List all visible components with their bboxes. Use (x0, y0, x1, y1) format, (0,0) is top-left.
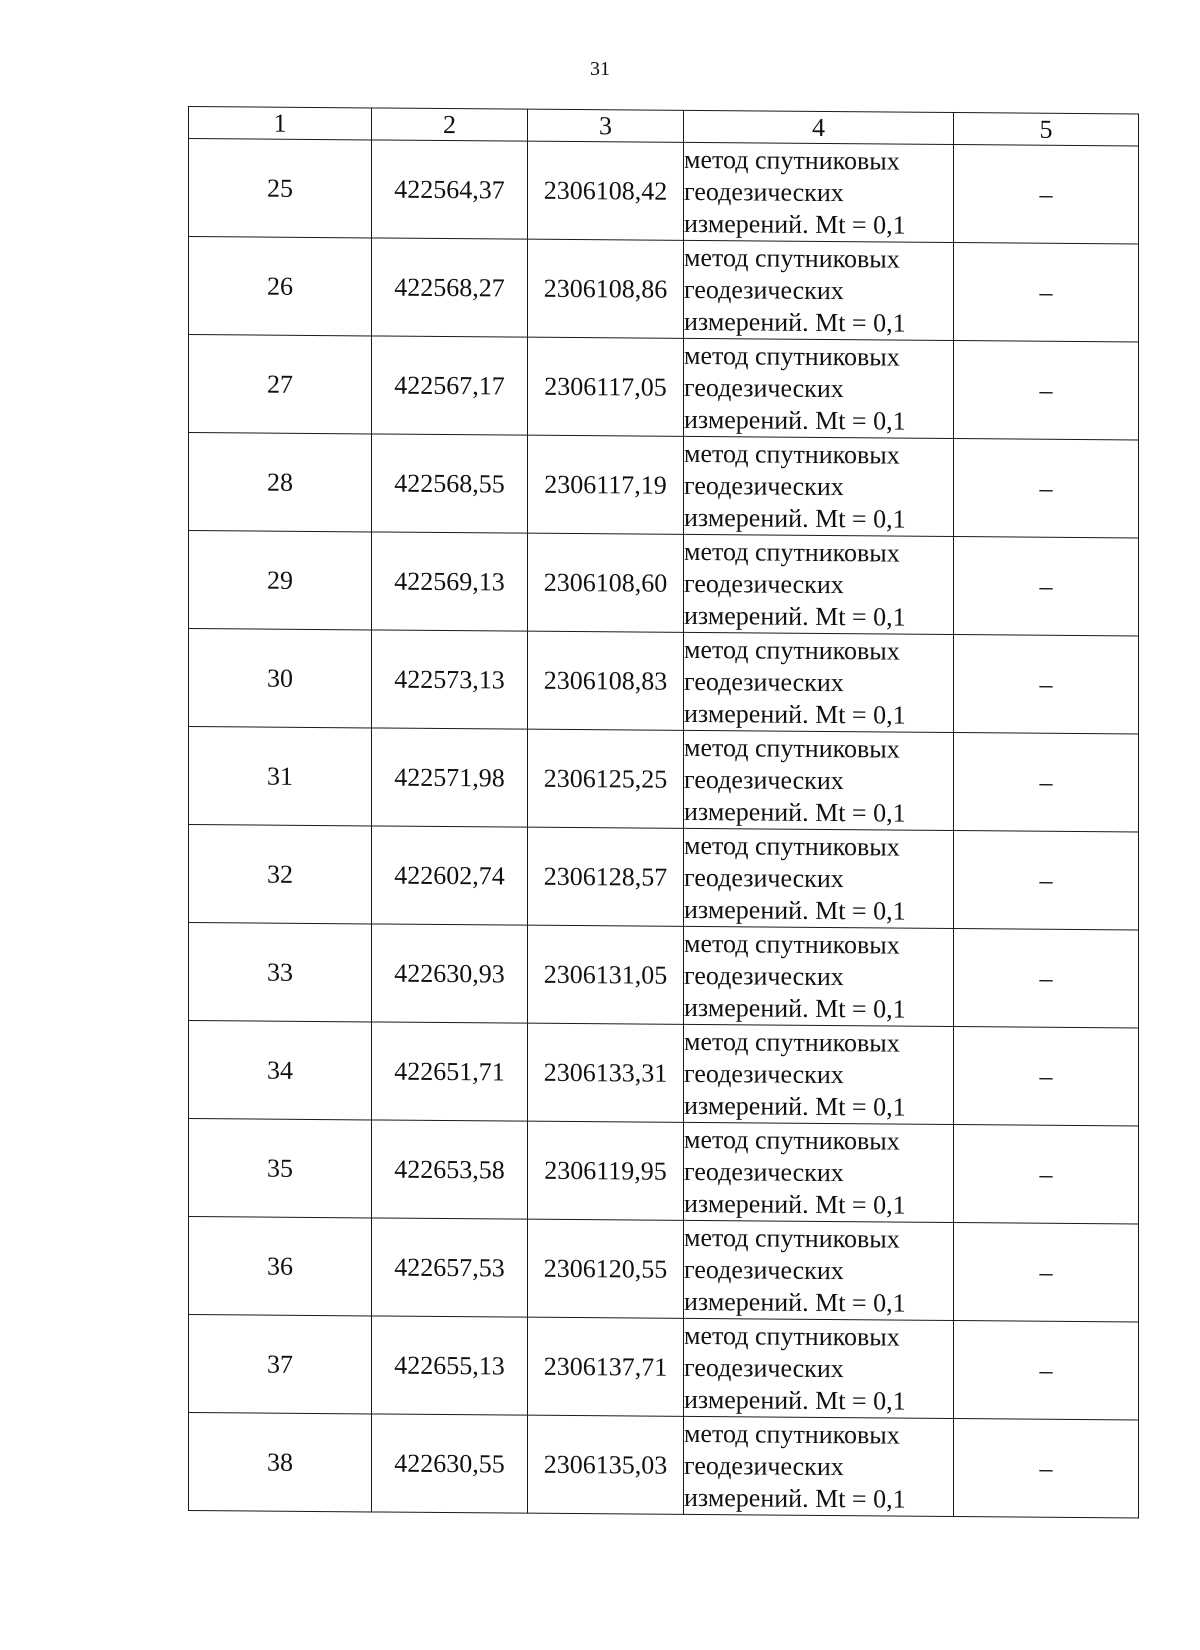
y-coordinate-cell: 2306119,95 (528, 1121, 684, 1220)
method-text-line: метод спутниковых (684, 536, 900, 568)
method-text-line: измерений. Mt = 0,1 (684, 600, 906, 632)
y-coordinate-cell: 2306131,05 (528, 925, 684, 1024)
method-text-line: измерений. Mt = 0,1 (684, 306, 906, 338)
method-cell (684, 1024, 954, 1124)
method-text-line: метод спутниковых (684, 1124, 900, 1156)
method-cell (684, 142, 954, 242)
method-text-line: измерений. Mt = 0,1 (684, 1090, 906, 1122)
point-number-cell: 33 (189, 923, 372, 1022)
method-cell (684, 1318, 954, 1418)
x-coordinate-cell: 422573,13 (372, 630, 528, 729)
note-cell: – (954, 1321, 1139, 1420)
note-cell: – (954, 537, 1139, 636)
point-number-cell: 27 (189, 335, 372, 434)
method-text-line: геодезических (684, 1450, 844, 1481)
x-coordinate-cell: 422564,37 (372, 140, 528, 239)
column-header: 2 (372, 108, 528, 141)
method-text-line: геодезических (684, 764, 844, 795)
note-cell: – (954, 145, 1139, 244)
method-text-line: геодезических (684, 666, 844, 697)
method-text-line: метод спутниковых (684, 144, 900, 176)
table-row (189, 923, 1139, 1028)
method-text-line: геодезических (684, 176, 844, 207)
method-cell (684, 436, 954, 536)
method-cell (684, 926, 954, 1026)
method-text-line: геодезических (684, 862, 844, 893)
x-coordinate-cell: 422655,13 (372, 1316, 528, 1415)
table-row (189, 1119, 1139, 1224)
x-coordinate-cell: 422630,93 (372, 924, 528, 1023)
method-text-line: измерений. Mt = 0,1 (684, 1286, 906, 1318)
method-text-line: метод спутниковых (684, 830, 900, 862)
y-coordinate-cell: 2306137,71 (528, 1317, 684, 1416)
note-cell: – (954, 1223, 1139, 1322)
note-cell: – (954, 243, 1139, 342)
method-text-line: измерений. Mt = 0,1 (684, 1188, 906, 1220)
method-text-line: геодезических (684, 1254, 844, 1285)
method-text-line: метод спутниковых (684, 1026, 900, 1058)
x-coordinate-cell: 422602,74 (372, 826, 528, 925)
point-number-cell: 35 (189, 1119, 372, 1218)
method-text-line: метод спутниковых (684, 1222, 900, 1254)
x-coordinate-cell: 422569,13 (372, 532, 528, 631)
method-text-line: метод спутниковых (684, 242, 900, 274)
method-cell (684, 730, 954, 830)
method-text-line: геодезических (684, 1352, 844, 1383)
y-coordinate-cell: 2306125,25 (528, 729, 684, 828)
point-number-cell: 30 (189, 629, 372, 728)
point-number-cell: 31 (189, 727, 372, 826)
table-row (189, 335, 1139, 440)
x-coordinate-cell: 422657,53 (372, 1218, 528, 1317)
method-cell (684, 534, 954, 634)
y-coordinate-cell: 2306108,83 (528, 631, 684, 730)
table-row (189, 237, 1139, 342)
note-cell: – (954, 831, 1139, 930)
table-row (189, 1315, 1139, 1420)
method-text-line: геодезических (684, 1156, 844, 1187)
method-text-line: измерений. Mt = 0,1 (684, 502, 906, 534)
method-text-line: геодезических (684, 470, 844, 501)
y-coordinate-cell: 2306120,55 (528, 1219, 684, 1318)
method-cell (684, 1416, 954, 1516)
method-text-line: измерений. Mt = 0,1 (684, 894, 906, 926)
x-coordinate-cell: 422571,98 (372, 728, 528, 827)
method-text-line: измерений. Mt = 0,1 (684, 796, 906, 828)
method-text-line: метод спутниковых (684, 634, 900, 666)
method-cell (684, 632, 954, 732)
table-row (189, 1217, 1139, 1322)
method-text-line: геодезических (684, 372, 844, 403)
x-coordinate-cell: 422630,55 (372, 1414, 528, 1513)
x-coordinate-cell: 422567,17 (372, 336, 528, 435)
x-coordinate-cell: 422653,58 (372, 1120, 528, 1219)
y-coordinate-cell: 2306108,86 (528, 239, 684, 338)
y-coordinate-cell: 2306108,60 (528, 533, 684, 632)
y-coordinate-cell: 2306117,05 (528, 337, 684, 436)
method-text-line: измерений. Mt = 0,1 (684, 1384, 906, 1416)
method-text-line: метод спутниковых (684, 1418, 900, 1450)
y-coordinate-cell: 2306128,57 (528, 827, 684, 926)
method-text-line: метод спутниковых (684, 438, 900, 470)
table-row (189, 1021, 1139, 1126)
method-text-line: измерений. Mt = 0,1 (684, 1482, 906, 1514)
x-coordinate-cell: 422568,27 (372, 238, 528, 337)
x-coordinate-cell: 422651,71 (372, 1022, 528, 1121)
method-text-line: метод спутниковых (684, 928, 900, 960)
y-coordinate-cell: 2306108,42 (528, 141, 684, 240)
method-text-line: измерений. Mt = 0,1 (684, 404, 906, 436)
table-row (189, 825, 1139, 930)
table-row (189, 433, 1139, 538)
method-text-line: метод спутниковых (684, 340, 900, 372)
column-header: 5 (954, 113, 1139, 146)
method-text-line: геодезических (684, 960, 844, 991)
method-cell (684, 338, 954, 438)
point-number-cell: 36 (189, 1217, 372, 1316)
note-cell: – (954, 1125, 1139, 1224)
note-cell: – (954, 1027, 1139, 1126)
point-number-cell: 34 (189, 1021, 372, 1120)
table-row (189, 1413, 1139, 1518)
page-number: 31 (590, 58, 610, 80)
point-number-cell: 29 (189, 531, 372, 630)
y-coordinate-cell: 2306135,03 (528, 1415, 684, 1514)
y-coordinate-cell: 2306133,31 (528, 1023, 684, 1122)
method-text-line: метод спутниковых (684, 1320, 900, 1352)
method-text-line: метод спутниковых (684, 732, 900, 764)
point-number-cell: 26 (189, 237, 372, 336)
column-header: 4 (684, 110, 954, 144)
point-number-cell: 38 (189, 1413, 372, 1512)
table-row (189, 531, 1139, 636)
note-cell: – (954, 1419, 1139, 1518)
point-number-cell: 28 (189, 433, 372, 532)
point-number-cell: 37 (189, 1315, 372, 1414)
note-cell: – (954, 929, 1139, 1028)
point-number-cell: 25 (189, 139, 372, 238)
method-text-line: геодезических (684, 1058, 844, 1089)
method-cell (684, 240, 954, 340)
method-cell (684, 828, 954, 928)
note-cell: – (954, 341, 1139, 440)
method-text-line: геодезических (684, 568, 844, 599)
coordinates-table (188, 106, 1139, 1518)
table-body (189, 139, 1139, 1518)
note-cell: – (954, 439, 1139, 538)
method-cell (684, 1220, 954, 1320)
column-header: 1 (189, 107, 372, 140)
y-coordinate-cell: 2306117,19 (528, 435, 684, 534)
method-text-line: измерений. Mt = 0,1 (684, 992, 906, 1024)
table-row (189, 727, 1139, 832)
method-text-line: геодезических (684, 274, 844, 305)
method-text-line: измерений. Mt = 0,1 (684, 208, 906, 240)
method-cell (684, 1122, 954, 1222)
x-coordinate-cell: 422568,55 (372, 434, 528, 533)
table-row (189, 629, 1139, 734)
note-cell: – (954, 635, 1139, 734)
column-header: 3 (528, 109, 684, 142)
table-row (189, 139, 1139, 244)
point-number-cell: 32 (189, 825, 372, 924)
method-text-line: измерений. Mt = 0,1 (684, 698, 906, 730)
note-cell: – (954, 733, 1139, 832)
